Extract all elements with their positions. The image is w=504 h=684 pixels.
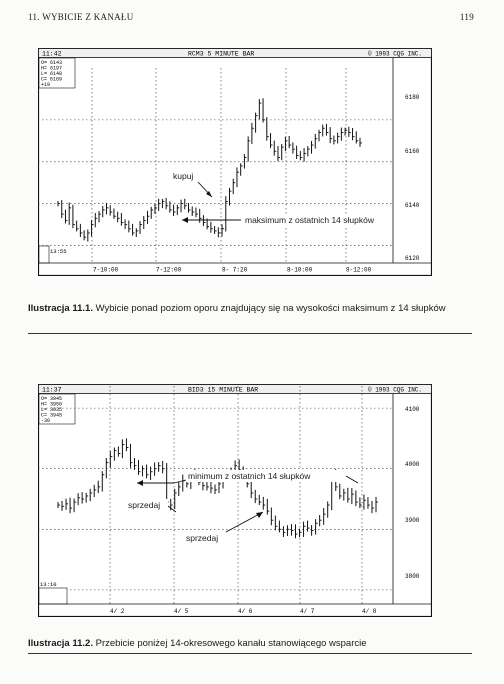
caption-label: Ilustracja 11.2. [28,638,93,649]
stat-change: -30 [41,418,51,424]
caption-text: Wybicie ponad poziom oporu znajdujący się na wysokości maksimum z 14 słupków [95,303,446,314]
chart-session-time: 13:55 [50,248,67,255]
chart-copyright: © 1993 CQG INC. [368,386,423,394]
chart-title: RCM3 5 MINUTE BAR [188,50,255,58]
time-tick: 4/ 5 [174,608,189,615]
time-tick: 8-10:00 [287,266,313,274]
price-tick: 6160 [405,148,420,155]
figure-2-caption [28,637,472,650]
chart-session-time: 13:10 [40,581,57,588]
caption-rule [28,333,472,334]
annotation-sell-2-label: sprzedaj [186,533,219,543]
chart-time: 11:37 [42,386,62,394]
stat-close: C= 3945 [41,412,63,419]
time-tick: 8-12:00 [346,266,372,274]
stat-change: +19 [41,82,51,88]
stat-high: H= 6197 [41,65,63,72]
time-tick: 4/ 6 [238,608,253,615]
running-header-chapter: 11. WYBICIE Z KANAŁU [28,12,134,22]
time-tick: 8- 7:20 [222,266,248,274]
annotation-max14-label: maksimum z ostatnich 14 słupków [245,215,374,225]
stat-low: L= 3935 [41,407,63,413]
price-tick: 6140 [405,202,420,209]
bottom-left-box [39,588,67,604]
caption-text: Przebicie poniżej 14-okresowego kanału stanowiącego wsparcie [95,638,367,649]
price-tick: 4100 [405,406,420,413]
time-tick: 4/ 2 [110,608,125,615]
time-tick: 4/ 7 [300,608,315,615]
price-tick: 4000 [405,461,420,468]
price-tick: 6180 [405,94,420,101]
chart-time: 11:42 [42,50,62,58]
caption-label: Ilustracja 11.1. [28,303,93,314]
chart-frame [39,385,432,617]
stat-high: H= 3950 [41,401,63,408]
time-tick: 7-12:00 [156,266,182,274]
price-tick: 6120 [405,255,420,262]
chart-rcm3-5min [38,48,432,276]
annotation-sell-1-label: sprzedaj [128,500,161,510]
time-tick: 7-10:00 [93,266,119,274]
bottom-left-box [39,246,49,263]
chart-copyright: © 1993 CQG INC. [368,50,423,58]
caption-rule [28,653,472,654]
stat-low: L= 6148 [41,71,63,77]
chart-bid3-15min [38,384,432,617]
stat-open: O= 6143 [41,60,63,66]
chart-title: BID3 15 MINUTE BAR [188,386,259,394]
price-tick: 3900 [405,517,420,524]
stats-box [39,394,75,424]
time-tick: 4/ 8 [362,608,377,615]
stat-close: C= 6169 [41,76,63,83]
stats-box [39,58,75,88]
stat-open: O= 3945 [41,396,63,402]
annotation-buy-label: kupuj [173,171,194,181]
page-number: 119 [459,12,474,22]
price-tick: 3800 [405,573,420,580]
annotation-min14-label: minimum z ostatnich 14 słupków [188,471,311,481]
figure-1-caption [28,302,472,315]
